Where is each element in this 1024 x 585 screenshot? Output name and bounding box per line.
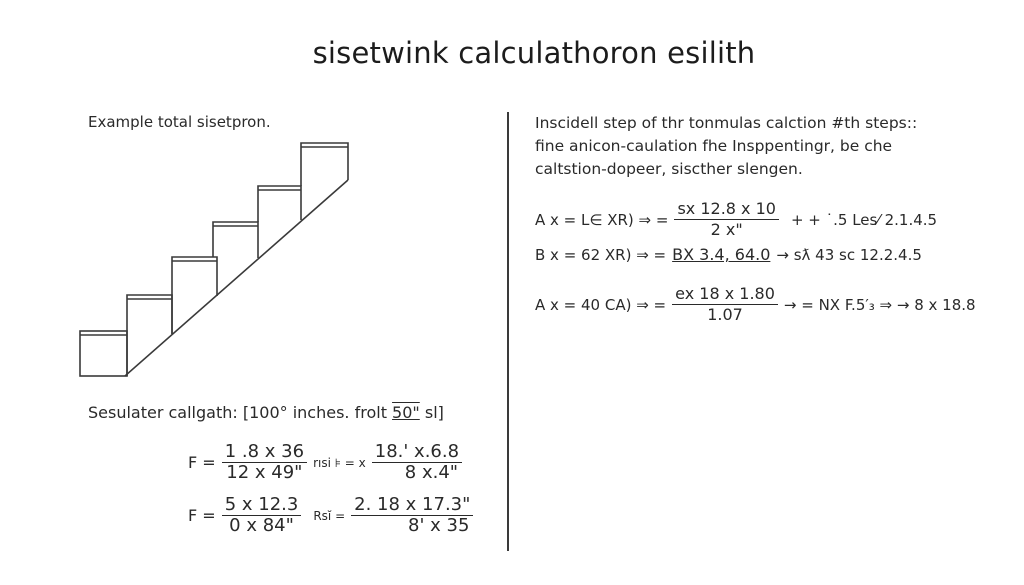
- equation-rhs: → sƛ 43 sc 12.2.4.5: [776, 245, 922, 264]
- equation-a1: [535, 200, 937, 239]
- dimension-label: [88, 403, 444, 422]
- page-title: sisetwink calculathoron esilith: [312, 36, 756, 70]
- formula-lhs: F =: [188, 453, 216, 472]
- formula-mid: Rsĭ =: [313, 508, 346, 523]
- denominator: 8 x.4": [404, 462, 459, 483]
- formula-row-1: [188, 443, 468, 482]
- fraction: [222, 443, 307, 482]
- numerator: sx 12.8 x 10: [674, 200, 779, 220]
- equation-b: [535, 245, 922, 264]
- denominator: 0 x 84": [229, 515, 294, 536]
- explanation-paragraph: [535, 112, 917, 181]
- denominator: 12 x 49": [226, 462, 303, 483]
- numerator: 2. 18 x 17.3": [351, 496, 473, 516]
- formula-mid: rısi ⊧ = x: [313, 455, 366, 470]
- equation-rhs: + + ˙.5 Les⁄ 2.1.4.5: [790, 210, 938, 229]
- paragraph-line: Inscidell step of thr tonmulas calction #th steps::: [535, 114, 918, 132]
- numerator: 5 x 12.3: [222, 496, 302, 516]
- fraction: [222, 496, 302, 535]
- denominator: 2 x": [710, 220, 743, 239]
- fraction: [372, 443, 462, 482]
- paragraph-line: caltstion-dopeer, siscther slengen.: [535, 160, 803, 178]
- dimension-suffix: sl]: [419, 403, 444, 422]
- formula-row-2: [188, 496, 479, 535]
- step-1: [80, 331, 127, 376]
- diagram-label: Example total sisetpron.: [88, 113, 271, 131]
- numerator: 18.' x.6.8: [372, 443, 462, 463]
- dimension-value: 50": [392, 403, 420, 422]
- paragraph-line: fine anicon-caulation fhe Insppentingr, be che: [535, 137, 893, 155]
- equation-lhs: B x = 62 XR) ⇒ =: [535, 245, 667, 264]
- numerator: ex 18 x 1.80: [672, 285, 778, 305]
- fraction: [672, 285, 778, 324]
- panel-divider: [507, 112, 509, 551]
- formula-lhs: F =: [188, 506, 216, 525]
- equation-lhs: A x = L∈ XR) ⇒ =: [535, 210, 669, 229]
- dimension-prefix: Sesulater callgath: [100° inches. frolt: [88, 403, 393, 422]
- denominator: 8' x 35: [408, 515, 470, 536]
- equation-rhs: → = NX F.5′₃ ⇒ → 8 x 18.8: [783, 295, 976, 314]
- fraction: [674, 200, 779, 239]
- equation-a2: [535, 285, 976, 324]
- equation-lhs: A x = 40 CA) ⇒ =: [535, 295, 667, 314]
- denominator: 1.07: [707, 305, 743, 324]
- underlined-term: BX 3.4, 64.0: [672, 245, 771, 264]
- fraction: [351, 496, 473, 535]
- numerator: 1 .8 x 36: [222, 443, 307, 463]
